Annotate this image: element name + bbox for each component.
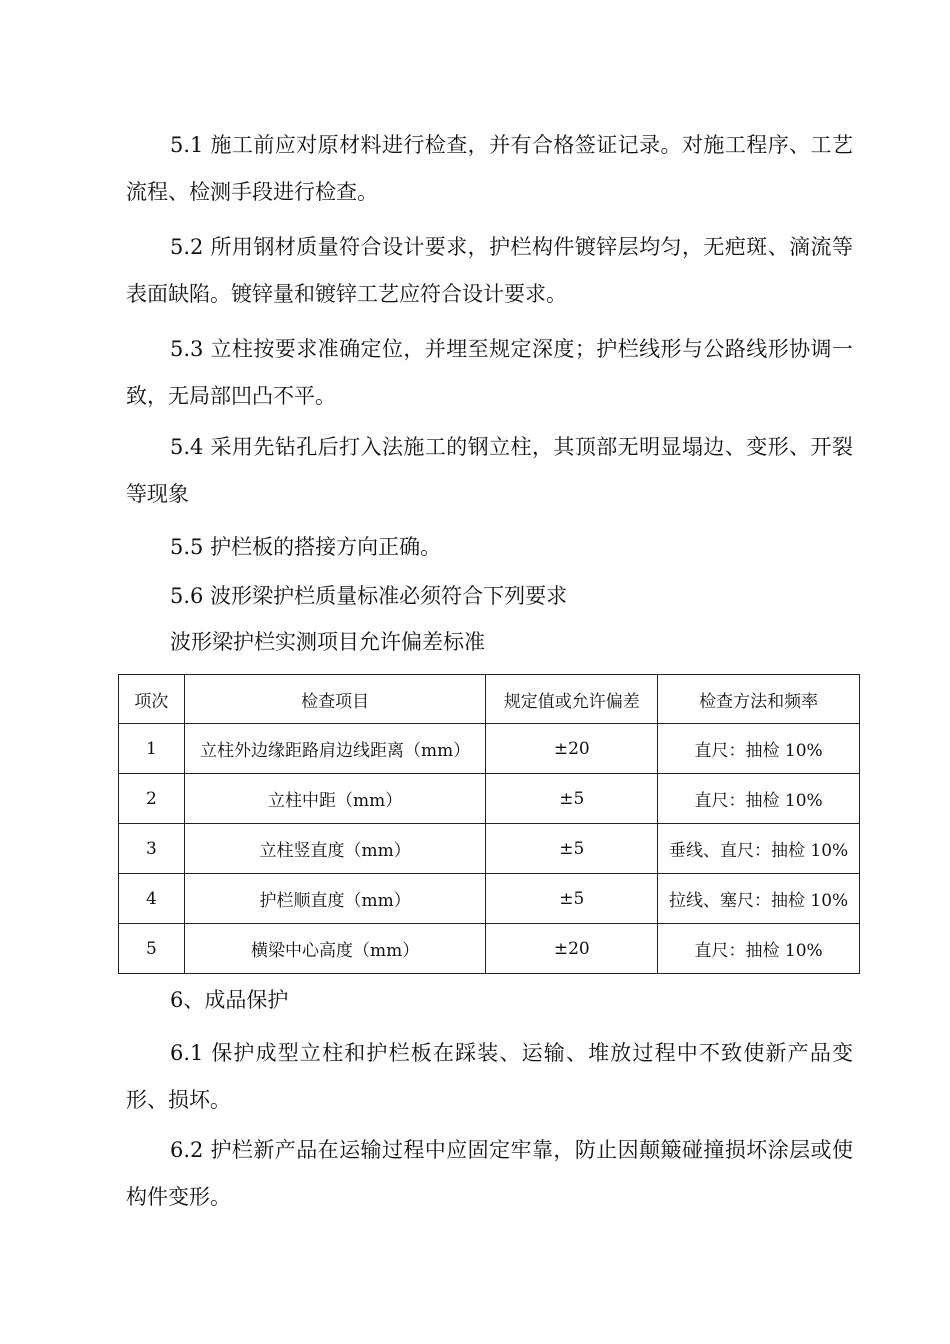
- table-header-row: [119, 675, 860, 724]
- cell-item-no: 1: [119, 724, 185, 774]
- cell-item-no: 2: [119, 774, 185, 824]
- cell-tolerance: ±20: [486, 924, 658, 974]
- cell-check-item: 立柱中距（mm）: [184, 774, 486, 824]
- cell-item-no: 3: [119, 824, 185, 874]
- cell-method: 拉线、塞尺：抽检 10%: [658, 874, 860, 924]
- paragraph-5-5: 5.5 护栏板的搭接方向正确。: [170, 535, 442, 559]
- table-row: [119, 824, 860, 874]
- cell-item-no: 5: [119, 924, 185, 974]
- deviation-standard-table: [118, 674, 860, 974]
- cell-method: 直尺：抽检 10%: [658, 924, 860, 974]
- paragraph-5-2: 5.2 所用钢材质量符合设计要求，护栏构件镀锌层均匀，无疤斑、滴流等表面缺陷。镀锌量和镀锌工艺应符合设计要求。: [126, 235, 853, 306]
- table-row: [119, 874, 860, 924]
- section-heading-6: 6、成品保护: [170, 988, 289, 1012]
- cell-tolerance: ±5: [486, 774, 658, 824]
- cell-method: 直尺：抽检 10%: [658, 774, 860, 824]
- cell-tolerance: ±20: [486, 724, 658, 774]
- header-tolerance: 规定值或允许偏差: [486, 675, 658, 724]
- cell-tolerance: ±5: [486, 824, 658, 874]
- header-method-frequency: 检查方法和频率: [658, 675, 860, 724]
- paragraph-5-6: 5.6 波形梁护栏质量标准必须符合下列要求: [170, 584, 568, 608]
- paragraph-6-2: 6.2 护栏新产品在运输过程中应固定牢靠，防止因颠簸碰撞损坏涂层或使构件变形。: [126, 1138, 853, 1209]
- cell-method: 垂线、直尺：抽检 10%: [658, 824, 860, 874]
- table-row: [119, 924, 860, 974]
- paragraph-6-1: 6.1 保护成型立柱和护栏板在踩装、运输、堆放过程中不致使新产品变形、损坏。: [126, 1041, 853, 1112]
- table-row: [119, 774, 860, 824]
- cell-tolerance: ±5: [486, 874, 658, 924]
- header-check-item: 检查项目: [184, 675, 486, 724]
- table-title: 波形梁护栏实测项目允许偏差标准: [170, 630, 485, 654]
- paragraph-5-3: 5.3 立柱按要求准确定位，并埋至规定深度；护栏线形与公路线形协调一致，无局部凹凸不平。: [126, 337, 853, 408]
- cell-item-no: 4: [119, 874, 185, 924]
- paragraph-5-1: 5.1 施工前应对原材料进行检查，并有合格签证记录。对施工程序、工艺流程、检测手段进行检查。: [126, 133, 853, 204]
- cell-check-item: 立柱竖直度（mm）: [184, 824, 486, 874]
- header-item-no: 项次: [119, 675, 185, 724]
- cell-check-item: 护栏顺直度（mm）: [184, 874, 486, 924]
- paragraph-5-4: 5.4 采用先钻孔后打入法施工的钢立柱，其顶部无明显塌边、变形、开裂等现象: [126, 435, 853, 506]
- table-row: [119, 724, 860, 774]
- cell-check-item: 立柱外边缘距路肩边线距离（mm）: [184, 724, 486, 774]
- cell-method: 直尺：抽检 10%: [658, 724, 860, 774]
- cell-check-item: 横梁中心高度（mm）: [184, 924, 486, 974]
